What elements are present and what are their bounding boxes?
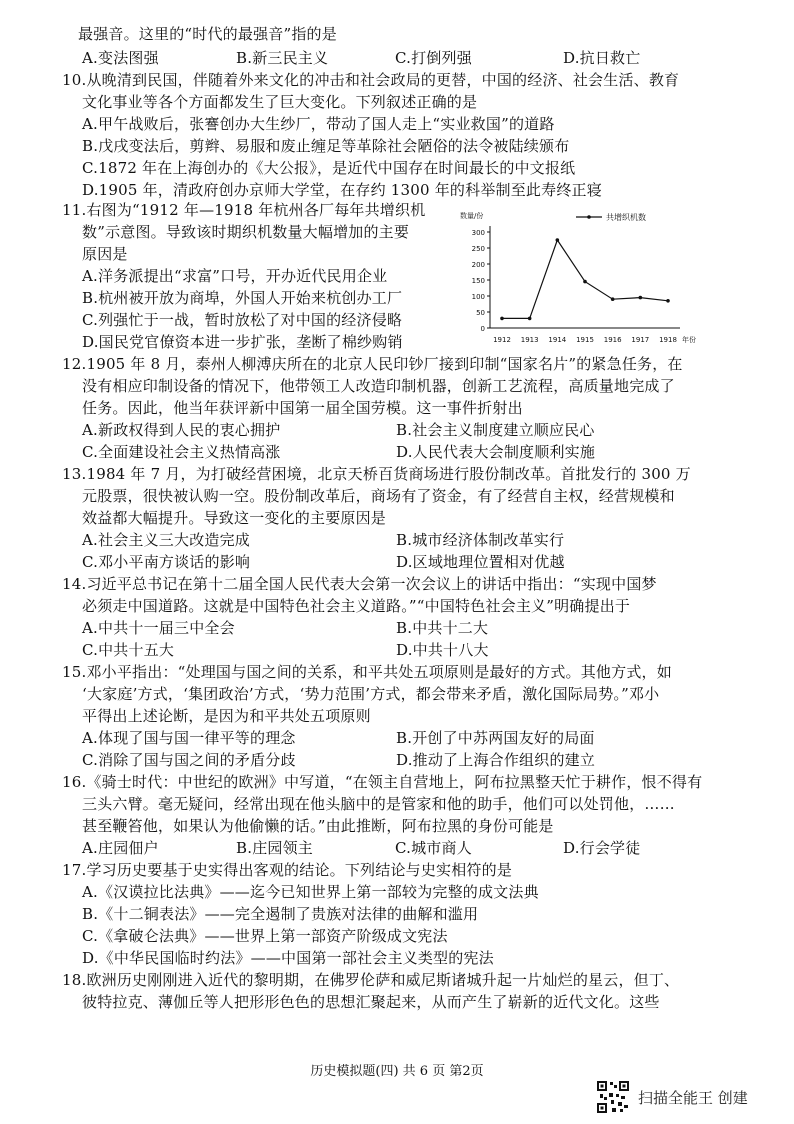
- text-line: 没有相应印制设备的情况下，他带领工人改造印制机器，创新工艺流程，高质量地完成了: [82, 377, 675, 395]
- text-line: D.《中华民国临时约法》——中国第一部社会主义类型的宪法: [82, 949, 494, 967]
- text-line: 文化事业等各个方面都发生了巨大变化。下列叙述正确的是: [82, 93, 478, 111]
- scanner-watermark-text: 扫描全能王 创建: [638, 1089, 748, 1107]
- text-line: 17.学习历史要基于史实得出客观的结论。下列结论与史实相符的是: [62, 861, 513, 879]
- text-line: C.列强忙于一战，暂时放松了对中国的经济侵略: [82, 311, 403, 329]
- text-line: 必须走中国道路。这就是中国特色社会主义道路。”“中国特色社会主义”明确提出于: [82, 597, 631, 615]
- text-line: C.《拿破仑法典》——世界上第一部资产阶级成文宪法: [82, 927, 448, 945]
- text-line: 三头六臂。毫无疑问，经常出现在他头脑中的是管家和他的助手，他们可以处罚他，……: [82, 795, 675, 813]
- x-tick-label: 1916: [603, 336, 622, 344]
- text-line: 原因是: [82, 245, 128, 263]
- text-line: 18.欧洲历史刚刚进入近代的黎明期，在佛罗伦萨和威尼斯诸城升起一片灿烂的星云，但丁、: [62, 971, 680, 989]
- scanner-watermark: [596, 1080, 786, 1116]
- text-line: 13.1984 年 7 月，为打破经营困境，北京天桥百货商场进行股份制改革。首批发行的 300 万: [62, 465, 691, 483]
- data-point: [556, 238, 560, 242]
- text-line: A.庄园佃户: [82, 839, 159, 857]
- series-line: [502, 240, 668, 318]
- text-line: A.中共十一届三中全会: [82, 619, 235, 637]
- text-line: A.甲午战败后，张謇创办大生纱厂，带动了国人走上“实业救国”的道路: [82, 115, 555, 133]
- legend-label: 共增织机数: [606, 213, 646, 222]
- text-line: B.城市经济体制改革实行: [396, 531, 565, 549]
- text-line: B.庄园领主: [236, 839, 313, 857]
- data-point: [666, 299, 670, 303]
- text-line: C.1872 年在上海创办的《大公报》，是近代中国存在时间最长的中文报纸: [82, 159, 576, 177]
- y-tick-label: 0: [480, 325, 485, 333]
- y-tick-label: 100: [471, 293, 485, 301]
- y-tick-label: 300: [471, 229, 485, 237]
- text-line: 16.《骑士时代：中世纪的欧洲》中写道，“在领主自营地上，阿布拉黑整天忙于耕作，恨不得有: [62, 773, 703, 791]
- text-line: C.中共十五大: [82, 641, 175, 659]
- x-tick-label: 1912: [493, 336, 511, 344]
- loom-line-chart: [458, 208, 702, 350]
- y-tick-label: 150: [471, 277, 485, 285]
- data-point: [639, 296, 643, 300]
- text-line: A.社会主义三大改造完成: [82, 531, 251, 549]
- text-line: D.1905 年，清政府创办京师大学堂，在存约 1300 年的科举制至此寿终正寝: [82, 181, 602, 199]
- x-axis-label: 年份: [682, 336, 696, 344]
- text-line: B.中共十二大: [396, 619, 489, 637]
- text-line: D.区域地理位置相对优越: [396, 553, 565, 571]
- text-line: B.戊戌变法后，剪辫、易服和废止缠足等革除社会陋俗的法令被陆续颁布: [82, 137, 570, 155]
- text-line: A.变法图强: [82, 49, 159, 67]
- text-line: C.打倒列强: [395, 49, 472, 67]
- text-line: D.中共十八大: [396, 641, 489, 659]
- text-line: D.抗日救亡: [563, 49, 641, 67]
- text-line: B.新三民主义: [236, 49, 329, 67]
- text-line: 元股票，很快被认购一空。股份制改革后，商场有了资金，有了经营自主权，经营规模和: [82, 487, 675, 505]
- text-line: B.开创了中苏两国友好的局面: [396, 729, 595, 747]
- text-line: A.新政权得到人民的衷心拥护: [82, 421, 281, 439]
- legend-marker: [587, 215, 591, 219]
- text-line: D.行会学徒: [563, 839, 641, 857]
- y-tick-label: 200: [471, 261, 485, 269]
- text-line: B.杭州被开放为商埠，外国人开始来杭创办工厂: [82, 289, 403, 307]
- text-line: B.社会主义制度建立顺应民心: [396, 421, 595, 439]
- data-point: [611, 297, 615, 301]
- text-line: A.体现了国与国一律平等的理念: [82, 729, 296, 747]
- text-line: 甚至鞭笞他，如果认为他偷懒的话。”由此推断，阿布拉黑的身份可能是: [82, 817, 554, 835]
- text-line: B.《十二铜表法》——完全遏制了贵族对法律的曲解和滥用: [82, 905, 479, 923]
- text-line: 12.1905 年 8 月，泰州人柳溥庆所在的北京人民印钞厂接到印制“国家名片”的紧急任务，在: [62, 355, 683, 373]
- y-tick-label: 250: [471, 245, 485, 253]
- page-footer: 历史模拟题(四) 共 6 页 第2页: [310, 1064, 484, 1079]
- text-line: 15.邓小平指出：“处理国与国之间的关系，和平共处五项原则是最好的方式。其他方式，如: [62, 663, 672, 681]
- text-line: 最强音。这里的“时代的最强音”指的是: [78, 25, 337, 43]
- text-line: 平得出上述论断，是因为和平共处五项原则: [82, 707, 371, 725]
- text-line: 任务。因此，他当年获评新中国第一届全国劳模。这一事件折射出: [82, 399, 523, 417]
- x-tick-label: 1917: [631, 336, 650, 344]
- text-line: C.消除了国与国之间的矛盾分歧: [82, 751, 296, 769]
- text-line: 数”示意图。导致该时期织机数量大幅增加的主要: [82, 223, 410, 241]
- text-line: ‘大家庭’方式，‘集团政治’方式，‘势力范围’方式，都会带来矛盾，激化国际局势。”邓小: [82, 685, 660, 703]
- text-line: C.城市商人: [395, 839, 472, 857]
- text-line: 11.右图为“1912 年—1918 年杭州各厂每年共增织机: [62, 201, 426, 219]
- text-line: D.国民党官僚资本进一步扩张，垄断了棉纱购销: [82, 333, 403, 351]
- data-point: [528, 317, 532, 321]
- y-axis-label: 数量/份: [460, 212, 484, 220]
- y-tick-label: 50: [476, 309, 485, 317]
- text-line: D.人民代表大会制度顺利实施: [396, 443, 596, 461]
- qr-code-icon: [596, 1080, 630, 1114]
- x-tick-label: 1914: [548, 336, 567, 344]
- text-line: 14.习近平总书记在第十二届全国人民代表大会第一次会议上的讲话中指出：“实现中国梦: [62, 575, 657, 593]
- text-line: A.洋务派提出“求富”口号，开办近代民用企业: [82, 267, 388, 285]
- text-line: A.《汉谟拉比法典》——迄今已知世界上第一部较为完整的成文法典: [82, 883, 539, 901]
- data-point: [583, 280, 587, 284]
- x-tick-label: 1915: [576, 336, 594, 344]
- text-line: D.推动了上海合作组织的建立: [396, 751, 596, 769]
- x-tick-label: 1913: [520, 336, 539, 344]
- x-tick-label: 1918: [659, 336, 677, 344]
- data-point: [500, 317, 504, 321]
- text-line: C.全面建设社会主义热情高涨: [82, 443, 281, 461]
- text-line: 效益都大幅提升。导致这一变化的主要原因是: [82, 509, 387, 527]
- text-line: C.邓小平南方谈话的影响: [82, 553, 251, 571]
- text-line: 10.从晚清到民国，伴随着外来文化的冲击和社会政局的更替，中国的经济、社会生活、教育: [62, 71, 680, 89]
- text-line: 彼特拉克、薄伽丘等人把形形色色的思想汇聚起来，从而产生了崭新的近代文化。这些: [82, 993, 660, 1011]
